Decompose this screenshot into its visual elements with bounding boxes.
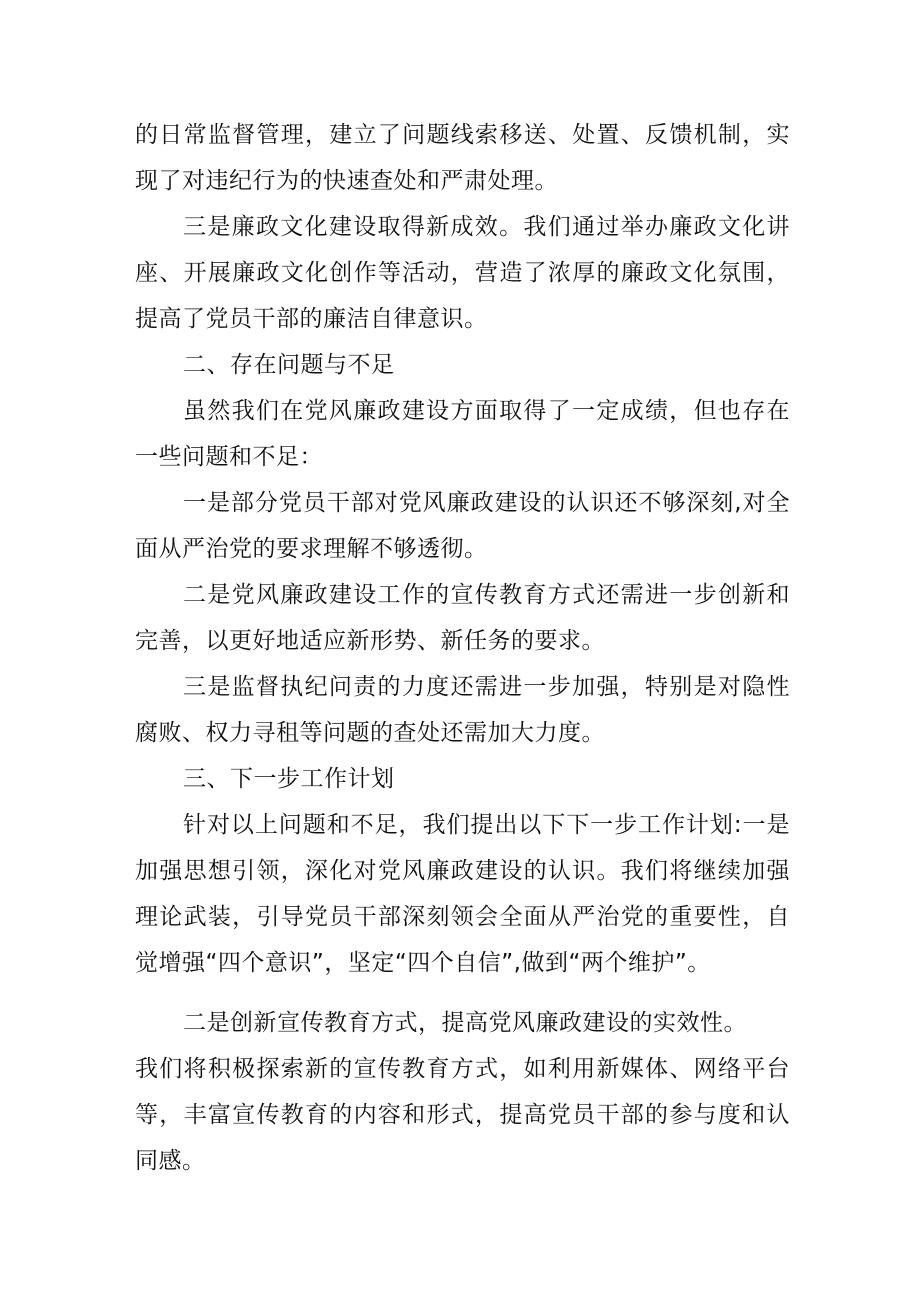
paragraph-problem-one: 一是部分党员干部对党风廉政建设的认识还不够深刻,对全面从严治党的要求理解不够透彻。	[135, 490, 790, 562]
paragraph-problem-three: 三是监督执纪问责的力度还需进一步加强，特别是对隐性腐败、权力寻租等问题的查处还需加大力度。	[135, 674, 790, 746]
section-heading-problems: 二、存在问题与不足	[183, 352, 395, 378]
paragraph-problems-intro: 虽然我们在党风廉政建设方面取得了一定成绩，但也存在一些问题和不足：	[135, 398, 790, 470]
paragraph-plan-two-detail: 我们将积极探索新的宣传教育方式，如利用新媒体、网络平台等，丰富宣传教育的内容和形式，提高党员干部的参与度和认同感。	[135, 1056, 790, 1174]
paragraph-problem-two: 二是党风廉政建设工作的宣传教育方式还需进一步创新和完善，以更好地适应新形势、新任务的要求。	[135, 582, 790, 654]
document-body	[135, 112, 790, 1184]
section-heading-next-steps: 三、下一步工作计划	[183, 766, 395, 792]
paragraph-plan-two: 二是创新宣传教育方式，提高党风廉政建设的实效性。	[183, 1010, 747, 1036]
paragraph-plan-one: 针对以上问题和不足，我们提出以下下一步工作计划:一是加强思想引领，深化对党风廉政建设的认识。我们将继续加强理论武装，引导党员干部深刻领会全面从严治党的重要性，自觉增强“四个意识”，坚定“四个自信”,做到“两个维护”。	[135, 812, 790, 976]
paragraph-anti-corruption-culture: 三是廉政文化建设取得新成效。我们通过举办廉政文化讲座、开展廉政文化创作等活动，营造了浓厚的廉政文化氛围，提高了党员干部的廉洁自律意识。	[135, 214, 790, 332]
paragraph-continuation: 的日常监督管理，建立了问题线索移送、处置、反馈机制，实现了对违纪行为的快速查处和严肃处理。	[135, 122, 790, 194]
